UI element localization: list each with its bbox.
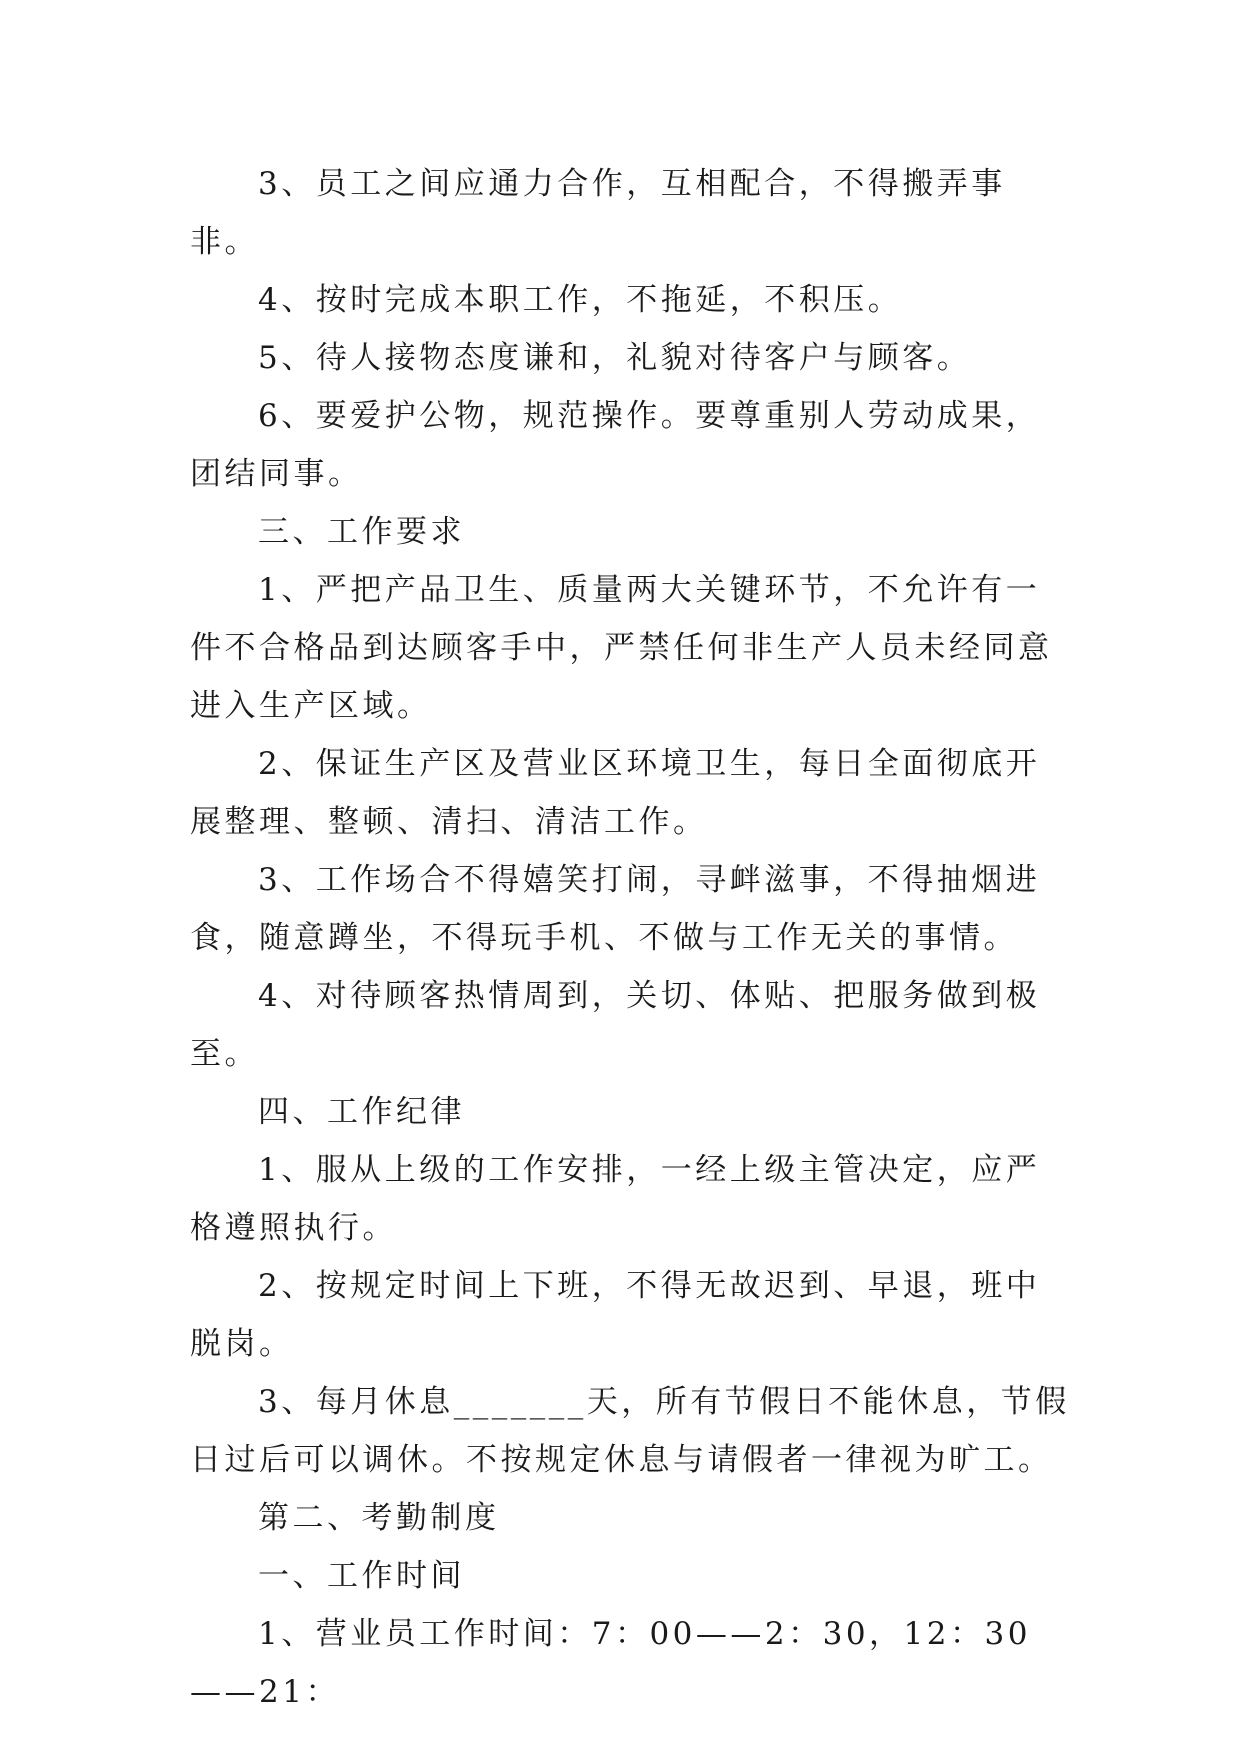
paragraph: 6、要爱护公物，规范操作。要尊重别人劳动成果，团结同事。 [190,398,1041,492]
paragraph: 3、员工之间应通力合作，互相配合，不得搬弄事非。 [190,166,1006,260]
paragraph: 5、待人接物态度谦和，礼貌对待客户与顾客。 [258,340,972,376]
paragraph: 1、服从上级的工作安排，一经上级主管决定，应严格遵照执行。 [190,1152,1041,1246]
paragraph: 3、工作场合不得嬉笑打闹，寻衅滋事，不得抽烟进食，随意蹲坐，不得玩手机、不做与工作无关的事情。 [190,862,1041,956]
paragraph: 2、按规定时间上下班，不得无故迟到、早退，班中脱岗。 [190,1268,1041,1362]
document-page [190,155,1070,1721]
paragraph: 3、每月休息_______天，所有节假日不能休息，节假日过后可以调休。不按规定休息与请假者一律视为旷工。 [190,1384,1070,1478]
chapter-heading: 第二、考勤制度 [258,1500,500,1536]
paragraph: 1、严把产品卫生、质量两大关键环节，不允许有一件不合格品到达顾客手中，严禁任何非生产人员未经同意进入生产区域。 [190,572,1053,724]
section-heading: 一、工作时间 [258,1558,465,1594]
section-heading: 四、工作纪律 [258,1094,465,1130]
paragraph: 4、按时完成本职工作，不拖延，不积压。 [258,282,903,318]
paragraph: 2、保证生产区及营业区环境卫生，每日全面彻底开展整理、整顿、清扫、清洁工作。 [190,746,1041,840]
section-heading: 三、工作要求 [258,514,465,550]
paragraph: 4、对待顾客热情周到，关切、体贴、把服务做到极至。 [190,978,1041,1072]
paragraph: 1、营业员工作时间：7：00——2：30，12：30——21： [190,1616,1031,1710]
